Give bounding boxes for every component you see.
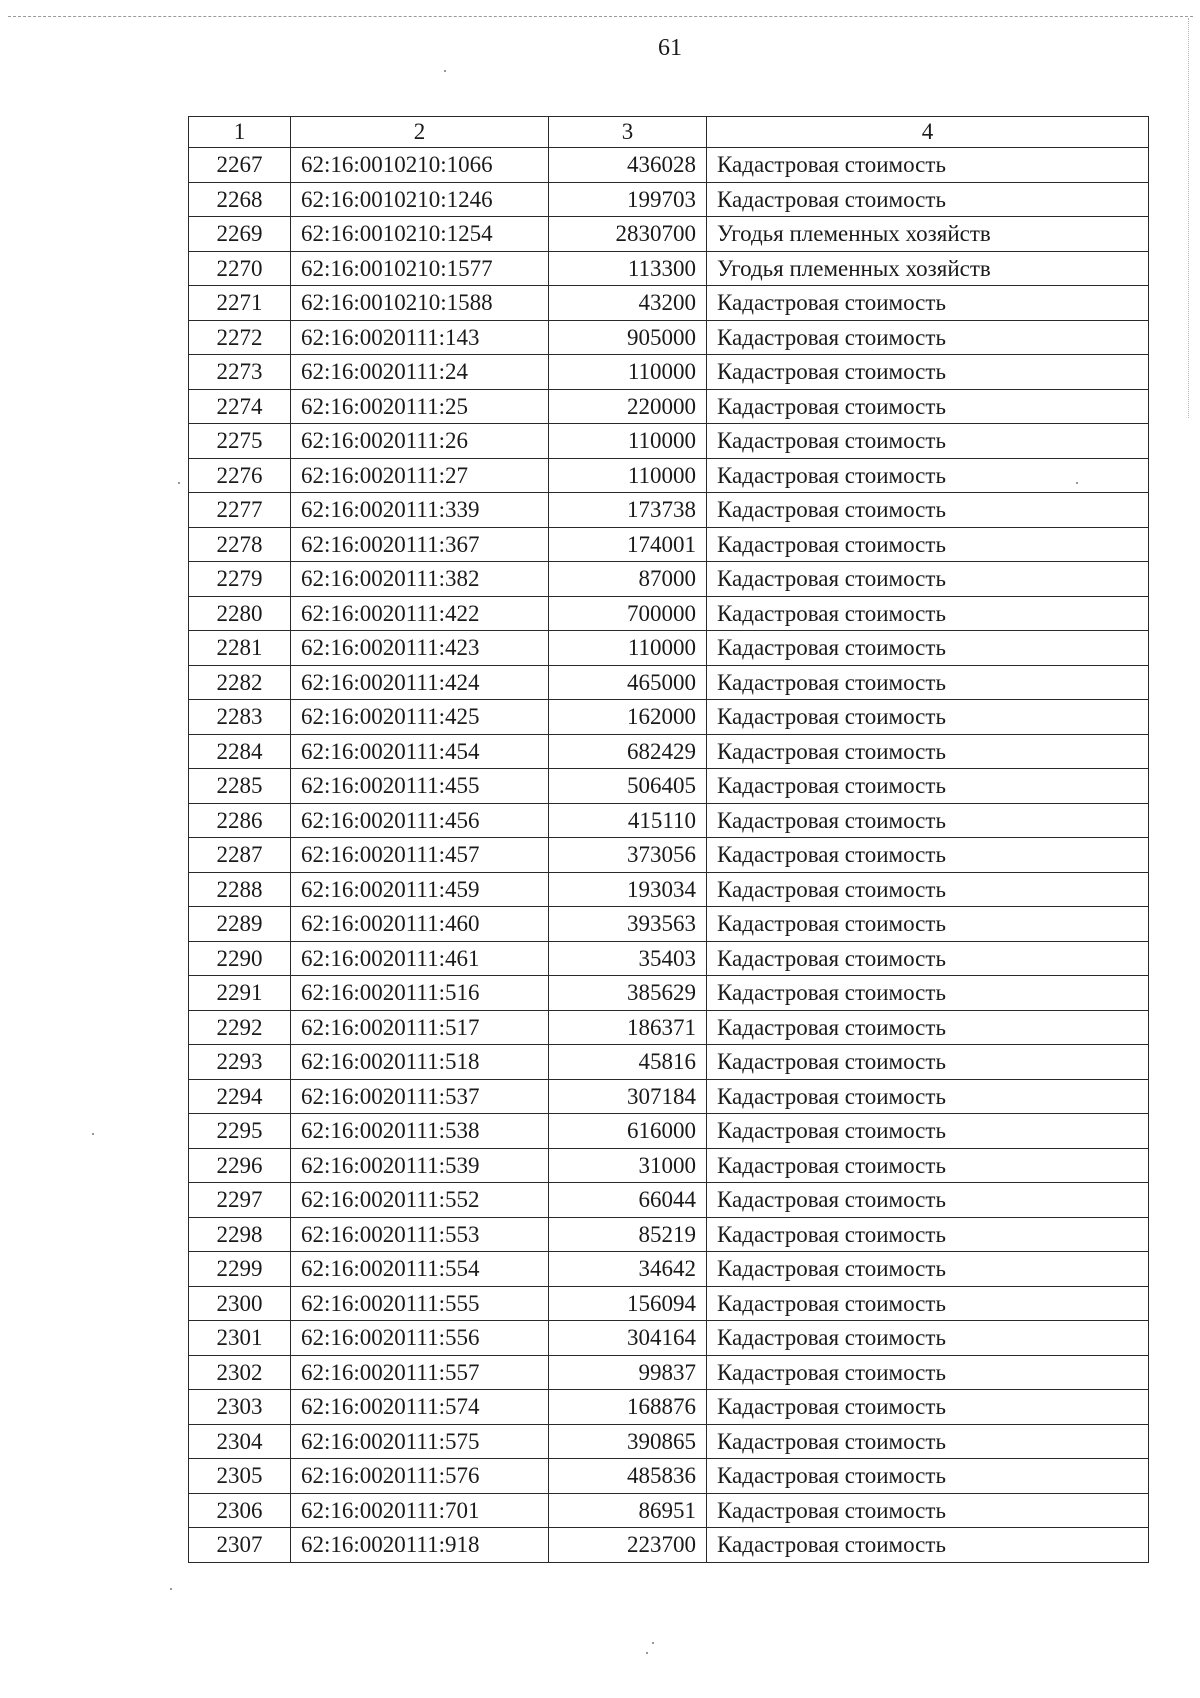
table-row [189,286,1149,321]
cadastral-number-cell: 62:16:0020111:537 [291,1079,549,1114]
cadastral-number-cell: 62:16:0020111:26 [291,424,549,459]
table-row [189,527,1149,562]
description-cell: Угодья племенных хозяйств [707,251,1149,286]
description-cell: Угодья племенных хозяйств [707,217,1149,252]
table-row [189,941,1149,976]
description-cell: Кадастровая стоимость [707,389,1149,424]
cadastral-number-cell: 62:16:0020111:517 [291,1010,549,1045]
value-cell: 66044 [549,1183,707,1218]
description-cell: Кадастровая стоимость [707,1010,1149,1045]
value-cell: 110000 [549,424,707,459]
description-cell: Кадастровая стоимость [707,803,1149,838]
scan-speck [652,1642,654,1644]
row-number-cell: 2285 [189,769,291,804]
scan-speck [646,1652,648,1654]
row-number-cell: 2271 [189,286,291,321]
value-cell: 415110 [549,803,707,838]
row-number-cell: 2288 [189,872,291,907]
row-number-cell: 2281 [189,631,291,666]
table-row [189,1528,1149,1563]
table-row [189,493,1149,528]
description-cell: Кадастровая стоимость [707,872,1149,907]
table-row [189,803,1149,838]
value-cell: 307184 [549,1079,707,1114]
cadastral-number-cell: 62:16:0020111:339 [291,493,549,528]
cadastral-number-cell: 62:16:0020111:460 [291,907,549,942]
scan-speck [1076,482,1078,484]
cadastral-number-cell: 62:16:0020111:461 [291,941,549,976]
row-number-cell: 2273 [189,355,291,390]
cadastral-number-cell: 62:16:0020111:423 [291,631,549,666]
table-row [189,320,1149,355]
cadastral-number-cell: 62:16:0020111:424 [291,665,549,700]
value-cell: 485836 [549,1459,707,1494]
value-cell: 99837 [549,1355,707,1390]
description-cell: Кадастровая стоимость [707,1045,1149,1080]
table-row [189,631,1149,666]
value-cell: 162000 [549,700,707,735]
description-cell: Кадастровая стоимость [707,1148,1149,1183]
cadastral-number-cell: 62:16:0020111:459 [291,872,549,907]
table-row [189,1390,1149,1425]
value-cell: 390865 [549,1424,707,1459]
description-cell: Кадастровая стоимость [707,1217,1149,1252]
cadastral-number-cell: 62:16:0020111:516 [291,976,549,1011]
table-row [189,1424,1149,1459]
table-row [189,1183,1149,1218]
value-cell: 436028 [549,148,707,183]
value-cell: 174001 [549,527,707,562]
table-row [189,1355,1149,1390]
table-row [189,1321,1149,1356]
description-cell: Кадастровая стоимость [707,700,1149,735]
row-number-cell: 2274 [189,389,291,424]
description-cell: Кадастровая стоимость [707,424,1149,459]
cadastral-number-cell: 62:16:0020111:455 [291,769,549,804]
cadastral-number-cell: 62:16:0010210:1577 [291,251,549,286]
data-table [188,116,1149,1563]
row-number-cell: 2303 [189,1390,291,1425]
value-cell: 373056 [549,838,707,873]
row-number-cell: 2287 [189,838,291,873]
row-number-cell: 2277 [189,493,291,528]
row-number-cell: 2269 [189,217,291,252]
cadastral-number-cell: 62:16:0020111:24 [291,355,549,390]
row-number-cell: 2300 [189,1286,291,1321]
row-number-cell: 2289 [189,907,291,942]
scan-edge-line [1188,18,1189,418]
value-cell: 45816 [549,1045,707,1080]
value-cell: 304164 [549,1321,707,1356]
value-cell: 110000 [549,458,707,493]
description-cell: Кадастровая стоимость [707,976,1149,1011]
value-cell: 700000 [549,596,707,631]
row-number-cell: 2280 [189,596,291,631]
cadastral-number-cell: 62:16:0020111:918 [291,1528,549,1563]
column-header: 2 [291,117,549,148]
cadastral-number-cell: 62:16:0020111:576 [291,1459,549,1494]
value-cell: 85219 [549,1217,707,1252]
description-cell: Кадастровая стоимость [707,1493,1149,1528]
description-cell: Кадастровая стоимость [707,1286,1149,1321]
row-number-cell: 2299 [189,1252,291,1287]
table-row [189,1252,1149,1287]
description-cell: Кадастровая стоимость [707,769,1149,804]
description-cell: Кадастровая стоимость [707,631,1149,666]
table-row [189,424,1149,459]
value-cell: 506405 [549,769,707,804]
description-cell: Кадастровая стоимость [707,1459,1149,1494]
cadastral-number-cell: 62:16:0020111:367 [291,527,549,562]
cadastral-number-cell: 62:16:0020111:143 [291,320,549,355]
cadastral-number-cell: 62:16:0020111:457 [291,838,549,873]
table-row [189,1493,1149,1528]
table-row [189,1459,1149,1494]
cadastral-number-cell: 62:16:0020111:557 [291,1355,549,1390]
scan-speck [178,482,180,484]
table-row [189,769,1149,804]
description-cell: Кадастровая стоимость [707,734,1149,769]
description-cell: Кадастровая стоимость [707,320,1149,355]
table-row [189,596,1149,631]
description-cell: Кадастровая стоимость [707,458,1149,493]
cadastral-number-cell: 62:16:0010210:1254 [291,217,549,252]
table-row [189,1148,1149,1183]
table-row [189,182,1149,217]
description-cell: Кадастровая стоимость [707,1321,1149,1356]
table-row [189,1079,1149,1114]
value-cell: 2830700 [549,217,707,252]
description-cell: Кадастровая стоимость [707,148,1149,183]
cadastral-number-cell: 62:16:0020111:701 [291,1493,549,1528]
row-number-cell: 2276 [189,458,291,493]
row-number-cell: 2284 [189,734,291,769]
table-body [189,148,1149,1563]
value-cell: 34642 [549,1252,707,1287]
scan-speck [92,1133,94,1135]
value-cell: 193034 [549,872,707,907]
description-cell: Кадастровая стоимость [707,838,1149,873]
row-number-cell: 2275 [189,424,291,459]
description-cell: Кадастровая стоимость [707,1424,1149,1459]
row-number-cell: 2282 [189,665,291,700]
value-cell: 87000 [549,562,707,597]
table-row [189,976,1149,1011]
table-row [189,665,1149,700]
value-cell: 385629 [549,976,707,1011]
cadastral-number-cell: 62:16:0020111:27 [291,458,549,493]
row-number-cell: 2305 [189,1459,291,1494]
cadastral-number-cell: 62:16:0020111:454 [291,734,549,769]
value-cell: 156094 [549,1286,707,1321]
table-row [189,872,1149,907]
value-cell: 905000 [549,320,707,355]
row-number-cell: 2267 [189,148,291,183]
row-number-cell: 2270 [189,251,291,286]
cadastral-number-cell: 62:16:0020111:422 [291,596,549,631]
row-number-cell: 2301 [189,1321,291,1356]
row-number-cell: 2296 [189,1148,291,1183]
row-number-cell: 2302 [189,1355,291,1390]
value-cell: 35403 [549,941,707,976]
row-number-cell: 2306 [189,1493,291,1528]
cadastral-number-cell: 62:16:0020111:575 [291,1424,549,1459]
value-cell: 168876 [549,1390,707,1425]
cadastral-number-cell: 62:16:0020111:552 [291,1183,549,1218]
column-header: 3 [549,117,707,148]
value-cell: 110000 [549,631,707,666]
cadastral-number-cell: 62:16:0010210:1588 [291,286,549,321]
scan-speck [444,70,446,72]
cadastral-number-cell: 62:16:0020111:539 [291,1148,549,1183]
table-row [189,389,1149,424]
table-header-row [189,117,1149,148]
table-row [189,1286,1149,1321]
table-row [189,217,1149,252]
column-header: 1 [189,117,291,148]
row-number-cell: 2294 [189,1079,291,1114]
value-cell: 465000 [549,665,707,700]
row-number-cell: 2307 [189,1528,291,1563]
description-cell: Кадастровая стоимость [707,1252,1149,1287]
description-cell: Кадастровая стоимость [707,907,1149,942]
cadastral-number-cell: 62:16:0020111:382 [291,562,549,597]
table-row [189,355,1149,390]
description-cell: Кадастровая стоимость [707,1528,1149,1563]
value-cell: 110000 [549,355,707,390]
table-row [189,1114,1149,1149]
column-header: 4 [707,117,1149,148]
value-cell: 113300 [549,251,707,286]
description-cell: Кадастровая стоимость [707,1079,1149,1114]
table-row [189,838,1149,873]
row-number-cell: 2268 [189,182,291,217]
cadastral-number-cell: 62:16:0020111:425 [291,700,549,735]
description-cell: Кадастровая стоимость [707,665,1149,700]
cadastral-number-cell: 62:16:0020111:518 [291,1045,549,1080]
description-cell: Кадастровая стоимость [707,1183,1149,1218]
table-row [189,700,1149,735]
table-row [189,734,1149,769]
description-cell: Кадастровая стоимость [707,286,1149,321]
description-cell: Кадастровая стоимость [707,562,1149,597]
cadastral-number-cell: 62:16:0020111:574 [291,1390,549,1425]
row-number-cell: 2292 [189,1010,291,1045]
row-number-cell: 2304 [189,1424,291,1459]
description-cell: Кадастровая стоимость [707,182,1149,217]
cadastral-number-cell: 62:16:0020111:25 [291,389,549,424]
description-cell: Кадастровая стоимость [707,355,1149,390]
scan-edge-line [8,16,1193,17]
table-row [189,458,1149,493]
value-cell: 223700 [549,1528,707,1563]
value-cell: 43200 [549,286,707,321]
value-cell: 393563 [549,907,707,942]
description-cell: Кадастровая стоимость [707,1355,1149,1390]
value-cell: 86951 [549,1493,707,1528]
cadastral-number-cell: 62:16:0020111:555 [291,1286,549,1321]
row-number-cell: 2272 [189,320,291,355]
value-cell: 616000 [549,1114,707,1149]
table-row [189,251,1149,286]
value-cell: 220000 [549,389,707,424]
row-number-cell: 2278 [189,527,291,562]
cadastral-number-cell: 62:16:0010210:1066 [291,148,549,183]
row-number-cell: 2293 [189,1045,291,1080]
cadastral-number-cell: 62:16:0020111:553 [291,1217,549,1252]
value-cell: 682429 [549,734,707,769]
description-cell: Кадастровая стоимость [707,596,1149,631]
row-number-cell: 2298 [189,1217,291,1252]
value-cell: 199703 [549,182,707,217]
row-number-cell: 2295 [189,1114,291,1149]
cadastral-number-cell: 62:16:0020111:554 [291,1252,549,1287]
row-number-cell: 2291 [189,976,291,1011]
row-number-cell: 2286 [189,803,291,838]
scan-speck [170,1588,172,1590]
row-number-cell: 2279 [189,562,291,597]
description-cell: Кадастровая стоимость [707,493,1149,528]
cadastral-number-cell: 62:16:0020111:456 [291,803,549,838]
table-row [189,1217,1149,1252]
table-row [189,148,1149,183]
cadastral-number-cell: 62:16:0020111:556 [291,1321,549,1356]
description-cell: Кадастровая стоимость [707,1114,1149,1149]
page-number: 61 [658,35,682,61]
cadastral-number-cell: 62:16:0020111:538 [291,1114,549,1149]
table-row [189,1010,1149,1045]
value-cell: 31000 [549,1148,707,1183]
cadastral-number-cell: 62:16:0010210:1246 [291,182,549,217]
table-row [189,1045,1149,1080]
value-cell: 186371 [549,1010,707,1045]
description-cell: Кадастровая стоимость [707,1390,1149,1425]
table-row [189,907,1149,942]
row-number-cell: 2297 [189,1183,291,1218]
description-cell: Кадастровая стоимость [707,941,1149,976]
row-number-cell: 2290 [189,941,291,976]
description-cell: Кадастровая стоимость [707,527,1149,562]
row-number-cell: 2283 [189,700,291,735]
table-row [189,562,1149,597]
value-cell: 173738 [549,493,707,528]
